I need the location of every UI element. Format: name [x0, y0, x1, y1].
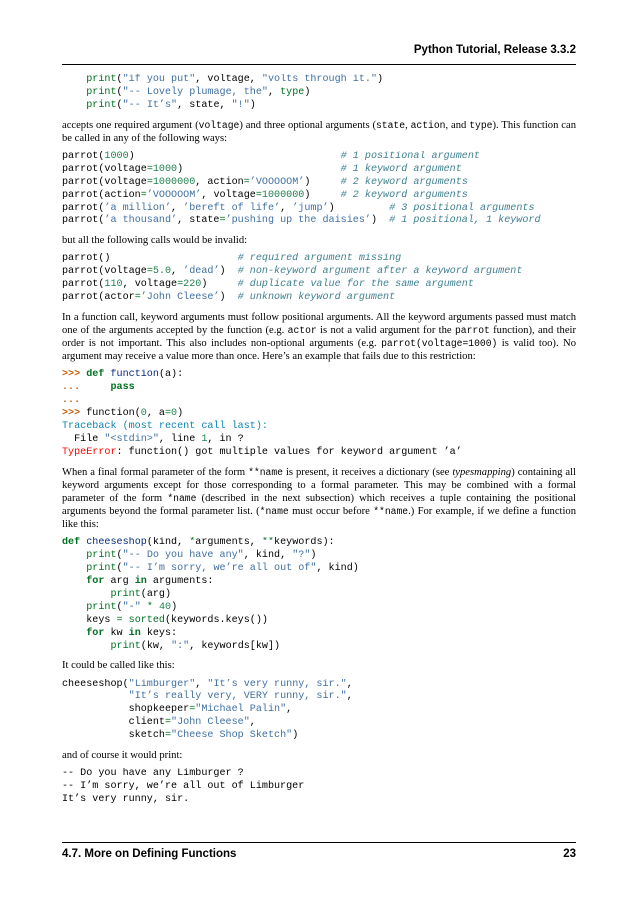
builtin-token: = — [140, 189, 147, 201]
string-token: "-- It’s" — [122, 99, 178, 111]
builtin-token: = — [116, 614, 123, 626]
code-token: ) — [292, 730, 299, 742]
code-block-cheeseshop-call — [62, 679, 576, 744]
code-token: , — [280, 202, 293, 214]
code-line — [62, 563, 359, 574]
builtin-token: = — [219, 215, 226, 227]
comment-token: # required argument missing — [237, 253, 402, 265]
code-line — [62, 266, 522, 277]
builtin-token: ** — [261, 537, 275, 549]
code-token: shopkeeper — [62, 704, 190, 716]
string-token: "-- Lovely plumage, the" — [122, 86, 268, 98]
string-token: "volts through it." — [261, 74, 378, 85]
code-token: ) — [304, 176, 341, 188]
paragraph-text: (described in the next subsection) which receives a tuple containing the positional arguments beyond the formal parameter list. ( — [62, 492, 576, 518]
code-token: parrot(voltage — [62, 163, 147, 175]
keyword-token: in — [128, 627, 141, 639]
code-line — [62, 730, 298, 741]
paragraph-text: is valid too). No argument may receive a value more than once. Here’s an example that fails due to this restriction: — [62, 338, 576, 363]
code-token: ) — [201, 279, 238, 291]
comment-token: # 2 keyword arguments — [340, 176, 468, 188]
code-token: , — [195, 678, 208, 690]
code-token: ) — [304, 86, 311, 98]
code-token: parrot( — [62, 279, 105, 291]
string-token: ’pushing up the daisies’ — [225, 215, 371, 227]
string-token: ’bereft of life’ — [183, 202, 281, 214]
string-token: ’a million’ — [104, 202, 172, 214]
code-token: arguments: — [146, 575, 214, 587]
inline-code: action — [410, 119, 446, 131]
paragraph-text: is not a valid argument for the — [316, 325, 455, 337]
code-line — [62, 253, 401, 264]
code-token: ) — [177, 163, 341, 175]
keyword-token: def — [62, 537, 81, 549]
code-token: ) — [304, 189, 341, 201]
number-token: 1 — [201, 433, 208, 445]
string-token: "<stdin>" — [104, 433, 159, 445]
code-token: parrot(voltage — [62, 176, 147, 188]
builtin-token: print — [86, 99, 117, 111]
code-line — [62, 369, 183, 380]
builtin-token: = — [146, 176, 153, 188]
inline-code: parrot — [454, 325, 490, 337]
code-token: , in ? — [207, 433, 244, 445]
code-token: ( — [116, 86, 123, 98]
code-token: , voltage — [122, 279, 178, 291]
code-line — [62, 164, 462, 175]
string-token: ’a thousand’ — [104, 215, 178, 227]
code-token — [62, 628, 86, 639]
paragraph-output-intro — [62, 749, 576, 762]
paragraph-text: When a final formal parameter of the form — [62, 466, 249, 478]
string-token: ’VOOOOOM’ — [249, 176, 305, 188]
code-token: ( — [116, 74, 123, 85]
code-token — [62, 100, 86, 111]
code-line — [62, 74, 383, 85]
string-token: "-" — [122, 601, 141, 613]
builtin-token: print — [86, 86, 117, 98]
code-token: , state, — [177, 99, 232, 111]
comment-token: # 3 positional arguments — [389, 202, 535, 214]
string-token: "It’s really very, VERY runny, sir." — [128, 691, 347, 703]
code-line — [62, 781, 304, 792]
code-line — [62, 615, 268, 626]
paragraph-text: In a function call, keyword arguments must follow positional arguments. All the keyword arguments passed must match one of the arguments accepted by the function (e.g. — [62, 312, 576, 337]
comment-token: # duplicate value for the same argument — [237, 279, 474, 291]
code-token: (kind, — [146, 537, 190, 549]
string-token: ’John Cleese’ — [140, 292, 220, 304]
code-token: parrot(voltage — [62, 266, 147, 278]
code-token — [62, 576, 86, 587]
code-line — [62, 151, 480, 162]
code-token: , state — [177, 215, 220, 227]
page-content — [62, 74, 576, 813]
code-line — [62, 215, 541, 226]
page-number: 23 — [563, 848, 576, 860]
code-token: ( — [116, 563, 123, 575]
code-block-interactive-error — [62, 369, 576, 459]
string-token: "if you put" — [122, 74, 196, 85]
paragraph-text: .) For example, if we define a function like this: — [62, 506, 576, 531]
number-token: 5.0 — [152, 266, 172, 278]
code-token: parrot() — [62, 253, 238, 265]
code-line — [62, 177, 468, 188]
code-token: keys — [62, 614, 117, 626]
comment-token: # non-keyword argument after a keyword argument — [237, 266, 523, 278]
builtin-token: = — [164, 717, 172, 729]
code-token: kw — [104, 627, 129, 639]
code-token — [62, 74, 86, 85]
prompt-token: ... — [62, 382, 87, 394]
code-token: , voltage, — [195, 74, 262, 85]
code-token: arg — [104, 575, 135, 587]
code-token: ( — [116, 99, 123, 111]
code-token — [62, 589, 110, 600]
code-line — [62, 87, 310, 98]
code-token: , — [346, 691, 353, 703]
builtin-token: print — [86, 550, 117, 562]
keyword-token: pass — [110, 382, 135, 394]
code-token: ) — [177, 408, 184, 420]
code-token: ) — [370, 215, 390, 227]
header-rule — [62, 64, 576, 65]
builtin-token: = — [164, 730, 172, 742]
code-token: (arg) — [140, 588, 172, 600]
builtin-token: * — [146, 601, 153, 613]
code-token: , action — [195, 176, 244, 188]
code-line — [62, 794, 189, 805]
comment-token: # unknown keyword argument — [237, 292, 396, 304]
prompt-token: >>> — [62, 408, 87, 420]
footer-rule — [62, 842, 576, 843]
code-token: ( — [116, 550, 123, 562]
code-line — [62, 768, 244, 779]
code-line — [62, 628, 177, 639]
footer-section-title: 4.7. More on Defining Functions — [62, 848, 237, 860]
code-line — [62, 704, 292, 715]
inline-code: parrot(voltage=1000) — [381, 338, 498, 350]
number-token: 1000000 — [261, 189, 305, 201]
code-token: , keywords[kw]) — [189, 640, 281, 652]
number-token: 1000 — [104, 150, 129, 162]
function-name-token: cheeseshop — [86, 537, 147, 549]
code-line — [62, 641, 280, 652]
code-token: parrot( — [62, 202, 105, 214]
code-line — [62, 292, 395, 303]
paragraph-text: must occur before — [288, 506, 374, 518]
builtin-token: = — [177, 279, 184, 291]
paragraph-keyword-rules — [62, 311, 576, 363]
function-name-token: function — [110, 369, 159, 381]
code-token — [62, 87, 86, 98]
paragraph-text: but all the following calls would be invalid: — [62, 235, 248, 247]
code-line — [62, 408, 183, 419]
paragraph-text: ) containing all keyword arguments except for those corresponding to a formal parameter. This may be combined with a formal parameter of the form — [62, 466, 576, 504]
code-block-valid-calls — [62, 151, 576, 228]
builtin-token: = — [164, 408, 172, 420]
prompt-token: ... — [62, 395, 81, 407]
code-token — [62, 602, 86, 613]
keyword-token: def — [86, 369, 105, 381]
code-token — [62, 550, 86, 561]
code-token — [62, 691, 129, 702]
code-token: ) — [219, 266, 238, 278]
inline-code: voltage — [198, 119, 240, 131]
paragraph-text: and of course it would print: — [62, 750, 183, 762]
code-token: parrot(action — [62, 189, 141, 201]
paragraph-invalid-intro — [62, 234, 576, 247]
code-line — [62, 100, 256, 111]
code-line — [62, 382, 135, 393]
comment-token: # 2 keyword arguments — [340, 189, 468, 201]
string-token: "Michael Palin" — [195, 704, 287, 716]
code-line — [62, 190, 468, 201]
code-token: , — [267, 86, 281, 98]
code-token: , kind, — [243, 550, 293, 562]
paragraph-kwargs-explanation — [62, 466, 576, 531]
number-token: 40 — [158, 601, 172, 613]
code-line — [62, 679, 353, 690]
builtin-token: print — [86, 74, 117, 85]
builtin-token: print — [86, 601, 117, 613]
paragraph-text: ) and three optional arguments ( — [239, 119, 376, 131]
code-token: keys: — [140, 627, 178, 639]
code-token: ) — [219, 292, 238, 304]
code-token: ( — [116, 601, 123, 613]
code-token — [86, 382, 110, 393]
code-token: ) — [310, 550, 317, 562]
builtin-token: = — [189, 704, 196, 716]
code-line — [62, 279, 474, 290]
string-token: "It’s very runny, sir." — [207, 678, 347, 690]
code-token: parrot( — [62, 215, 105, 227]
string-token: "-- Do you have any" — [122, 550, 244, 562]
comment-token: # 1 keyword argument — [340, 163, 462, 175]
string-token: ’jump’ — [292, 202, 329, 214]
code-block-output — [62, 768, 576, 807]
exception-token: TypeError — [62, 446, 117, 458]
builtin-token: print — [86, 563, 117, 575]
paragraph-text: is present, it receives a dictionary (see — [283, 466, 453, 478]
code-token: , voltage — [201, 189, 256, 201]
code-token: parrot( — [62, 150, 105, 162]
paragraph-call-intro — [62, 659, 576, 672]
inline-code: *name — [259, 506, 289, 518]
number-token: 110 — [104, 279, 123, 291]
paragraph-text: , and — [445, 119, 470, 131]
prompt-token: >>> — [62, 369, 87, 381]
running-header: Python Tutorial, Release 3.3.2 — [413, 44, 576, 56]
code-line — [62, 447, 462, 458]
code-token: , — [346, 678, 353, 690]
number-token: 1000 — [152, 163, 178, 175]
inline-code: *name — [167, 492, 197, 504]
code-line — [62, 717, 256, 728]
code-token — [62, 563, 86, 574]
code-block-invalid-calls — [62, 253, 576, 305]
code-line — [62, 691, 353, 702]
builtin-token: = — [146, 266, 153, 278]
keyword-token: for — [86, 627, 105, 639]
builtin-token: sorted — [128, 614, 165, 626]
code-token: , line — [158, 433, 202, 445]
builtin-token: = — [255, 189, 262, 201]
keyword-token: for — [86, 575, 105, 587]
number-token: 220 — [183, 279, 202, 291]
inline-code: state — [375, 119, 406, 131]
code-line — [62, 589, 171, 600]
code-token: (keywords.keys()) — [164, 614, 268, 626]
code-token: client — [62, 717, 165, 729]
number-token: 1000000 — [152, 176, 196, 188]
code-token: : function() got multiple values for keyword argument ’a’ — [116, 446, 462, 458]
code-token: (kw, — [140, 640, 172, 652]
builtin-token: * — [189, 537, 196, 549]
string-token: "Cheese Shop Sketch" — [171, 730, 293, 742]
code-line — [62, 434, 244, 445]
builtin-token: = — [146, 163, 153, 175]
code-token: ) — [328, 202, 390, 214]
code-token: File — [62, 433, 105, 445]
code-block-cheeseshop-def — [62, 537, 576, 653]
string-token: "-- I’m sorry, we’re all out of" — [122, 563, 317, 575]
inline-code: **name — [373, 506, 409, 518]
builtin-token: print — [110, 640, 141, 652]
code-token: , a — [146, 408, 165, 420]
code-token: , — [286, 704, 293, 716]
code-line — [62, 395, 80, 406]
code-token — [62, 641, 110, 652]
code-token: cheeseshop( — [62, 678, 129, 690]
code-line — [62, 537, 335, 548]
code-token: function( — [86, 408, 141, 420]
paragraph-text: It could be called like this: — [62, 660, 175, 672]
traceback-token: Traceback (most recent call last): — [62, 421, 268, 433]
code-line — [62, 550, 316, 561]
string-token: "!" — [231, 99, 250, 111]
code-token: ) — [249, 99, 256, 111]
string-token: ":" — [171, 640, 190, 652]
code-token: -- I’m sorry, we’re all out of Limburger — [62, 781, 305, 793]
paragraph-text: accepts one required argument ( — [62, 119, 199, 131]
code-block-parrot-body — [62, 74, 576, 113]
code-token: It’s very runny, sir. — [62, 793, 190, 805]
code-line — [62, 602, 177, 613]
builtin-token: = — [134, 292, 141, 304]
code-token: -- Do you have any Limburger ? — [62, 768, 244, 780]
paragraph-text: function), and their order is not important. This also includes non-optional arguments (e.g. — [62, 325, 576, 350]
code-token: , — [249, 717, 256, 729]
string-token: "?" — [292, 550, 311, 562]
number-token: 0 — [140, 408, 147, 420]
code-token: , — [171, 266, 184, 278]
string-token: ’VOOOOOM’ — [146, 189, 202, 201]
code-token: , kind) — [316, 563, 359, 575]
code-token: (a): — [158, 369, 184, 381]
inline-code: type — [469, 119, 493, 131]
code-token: keywords): — [274, 537, 335, 549]
code-line — [62, 203, 535, 214]
code-token: ) — [171, 601, 178, 613]
paragraph-text: ). This function can be called in any of the following ways: — [62, 119, 576, 144]
inline-code: **name — [248, 466, 283, 478]
builtin-token: = — [243, 176, 250, 188]
code-token: , — [171, 202, 184, 214]
builtin-token: type — [280, 86, 305, 98]
code-token: arguments, — [195, 537, 262, 549]
string-token: "Limburger" — [128, 678, 196, 690]
comment-token: # 1 positional, 1 keyword — [389, 215, 541, 227]
code-line — [62, 576, 213, 587]
keyword-token: in — [134, 575, 147, 587]
emphasis-text[interactable]: typesmapping — [452, 466, 512, 478]
code-token: ) — [128, 150, 341, 162]
paragraph-required-optional-args — [62, 119, 576, 145]
number-token: 0 — [171, 408, 178, 420]
string-token: "John Cleese" — [171, 717, 250, 729]
comment-token: # 1 positional argument — [340, 150, 480, 162]
builtin-token: print — [110, 588, 141, 600]
code-line — [62, 421, 268, 432]
string-token: ’dead’ — [183, 266, 220, 278]
code-token: parrot(actor — [62, 292, 135, 304]
code-token: sketch — [62, 730, 165, 742]
code-token: ) — [377, 74, 384, 85]
paragraph-text: , — [405, 119, 411, 131]
inline-code: actor — [287, 325, 317, 337]
